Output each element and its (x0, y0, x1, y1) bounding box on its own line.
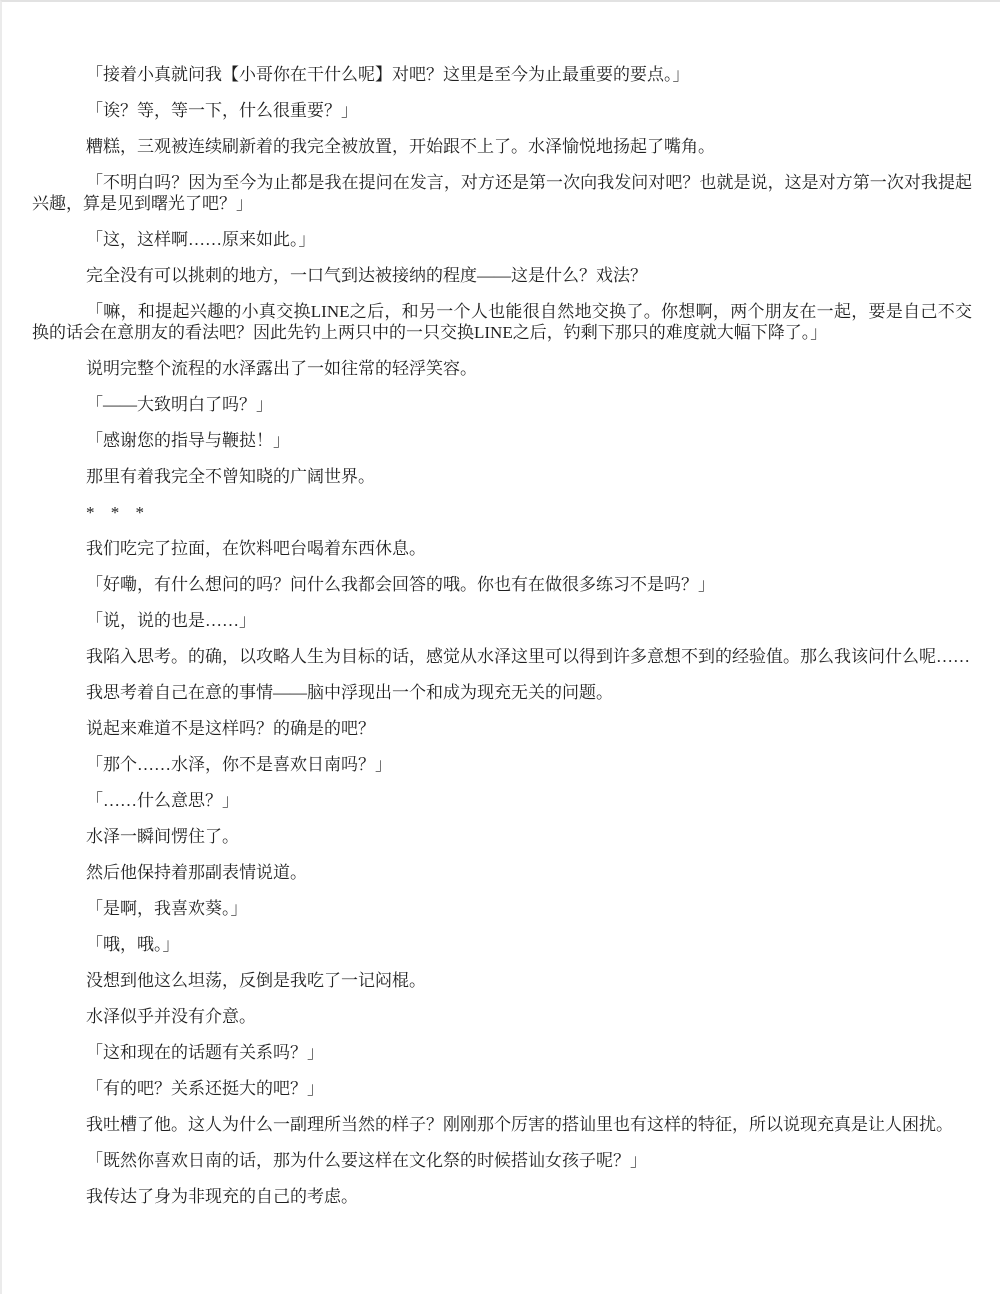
paragraph: 没想到他这么坦荡，反倒是我吃了一记闷棍。 (86, 971, 426, 990)
paragraph: 「接着小真就问我【小哥你在干什么呢】对吧？这里是至今为止最重要的要点。」 (86, 65, 690, 84)
paragraph: 说起来难道不是这样吗？的确是的吧？ (86, 719, 375, 738)
paragraph: 说明完整个流程的水泽露出了一如往常的轻浮笑容。 (86, 359, 477, 378)
paragraph: 「既然你喜欢日南的话，那为什么要这样在文化祭的时候搭讪女孩子呢？」 (86, 1151, 647, 1170)
paragraph: 「……什么意思？」 (86, 791, 239, 810)
paragraph: 「好嘞，有什么想问的吗？问什么我都会回答的哦。你也有在做很多练习不是吗？」 (86, 575, 715, 594)
paragraph: 「——大致明白了吗？」 (86, 395, 273, 414)
paragraph: 「感谢您的指导与鞭挞！」 (86, 431, 290, 450)
paragraph: 「嘛，和提起兴趣的小真交换LINE之后，和另一个人也能很自然地交换了。你想啊，两个朋友在一起，要是自己不交换的话会在意朋友的看法吧？因此先钓上两只中的一只交换LINE之后，钓剩下那只的难度就大幅下降了。」 (32, 302, 972, 342)
paragraph: 我思考着自己在意的事情——脑中浮现出一个和成为现充无关的问题。 (86, 683, 613, 702)
paragraph: 「说，说的也是……」 (86, 611, 256, 630)
paragraph: 「不明白吗？因为至今为止都是我在提问在发言，对方还是第一次向我发问对吧？也就是说，这是对方第一次对我提起兴趣，算是见到曙光了吧？」 (32, 173, 972, 213)
paragraph: 我陷入思考。的确，以攻略人生为目标的话，感觉从水泽这里可以得到许多意想不到的经验值。那么我该问什么呢…… (86, 647, 970, 666)
paragraph: 糟糕，三观被连续刷新着的我完全被放置，开始跟不上了。水泽愉悦地扬起了嘴角。 (86, 137, 715, 156)
section-divider: * * * (86, 503, 150, 522)
paragraph: 「是啊，我喜欢葵。」 (86, 899, 248, 918)
paragraph: 那里有着我完全不曾知晓的广阔世界。 (86, 467, 375, 486)
novel-text-content (32, 64, 972, 1207)
paragraph: 我传达了身为非现充的自己的考虑。 (86, 1187, 358, 1206)
paragraph: 水泽一瞬间愣住了。 (86, 827, 239, 846)
paragraph: 「那个……水泽，你不是喜欢日南吗？」 (86, 755, 392, 774)
paragraph: 水泽似乎并没有介意。 (86, 1007, 256, 1026)
paragraph: 「哦，哦。」 (86, 935, 180, 954)
paragraph: 我们吃完了拉面，在饮料吧台喝着东西休息。 (86, 539, 426, 558)
paragraph: 我吐槽了他。这人为什么一副理所当然的样子？刚刚那个厉害的搭讪里也有这样的特征，所以说现充真是让人困扰。 (86, 1115, 953, 1134)
paragraph: 「诶？等，等一下，什么很重要？」 (86, 101, 358, 120)
paragraph: 「这，这样啊……原来如此。」 (86, 230, 316, 249)
paragraph: 「有的吧？关系还挺大的吧？」 (86, 1079, 324, 1098)
paragraph: 然后他保持着那副表情说道。 (86, 863, 307, 882)
paragraph: 「这和现在的话题有关系吗？」 (86, 1043, 324, 1062)
paragraph: 完全没有可以挑刺的地方，一口气到达被接纳的程度——这是什么？戏法？ (86, 266, 647, 285)
